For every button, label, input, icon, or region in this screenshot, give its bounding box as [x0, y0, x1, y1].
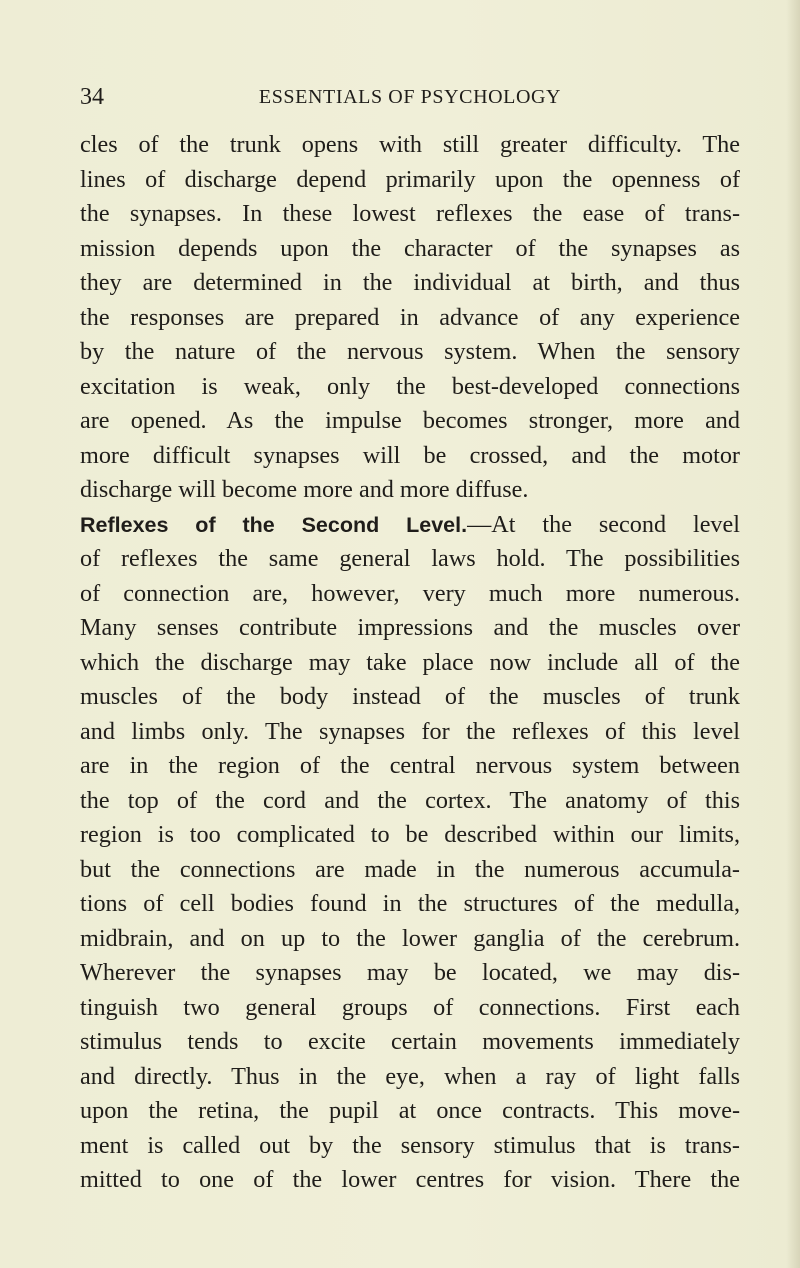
- line-text: and directly. Thus in the eye, when a ray of light falls: [80, 1062, 740, 1090]
- section-heading-line: [80, 508, 740, 543]
- text-line: [80, 715, 740, 750]
- line-text: and limbs only. The synapses for the reflexes of this level: [80, 717, 740, 745]
- line-text: which the discharge may take place now include all of the: [80, 648, 740, 676]
- text-line: [80, 370, 740, 405]
- text-line: [80, 404, 740, 439]
- text-line: [80, 163, 740, 198]
- line-text: stimulus tends to excite certain movements immediately: [80, 1028, 740, 1055]
- line-text: are opened. As the impulse becomes stronger, more and: [80, 407, 740, 434]
- line-text: upon the retina, the pupil at once contracts. This move-: [80, 1097, 740, 1124]
- text-line: [80, 1060, 740, 1095]
- page-edge-shadow: [786, 0, 800, 1268]
- text-line: [80, 542, 740, 577]
- text-line: [80, 439, 740, 474]
- running-head: [80, 82, 740, 112]
- page-number: 34: [80, 84, 104, 110]
- text-line: [80, 784, 740, 819]
- line-text: tinguish two general groups of connections. First each: [80, 993, 740, 1021]
- line-text: muscles of the body instead of the muscles of trunk: [80, 683, 740, 710]
- line-text: mitted to one of the lower centres for vision. There the: [80, 1166, 740, 1193]
- text-line: [80, 680, 740, 715]
- line-text: are in the region of the central nervous system between: [80, 752, 740, 779]
- line-text: they are determined in the individual at birth, and thus: [80, 269, 740, 296]
- line-text: more difficult synapses will be crossed, and the motor: [80, 441, 740, 469]
- line-text: by the nature of the nervous system. When the sensory: [80, 338, 740, 365]
- text-line: [80, 1025, 740, 1060]
- text-line: [80, 611, 740, 646]
- text-line: [80, 1129, 740, 1164]
- line-text: region is too complicated to be described within our limits,: [80, 821, 740, 848]
- text-line: [80, 232, 740, 267]
- running-title: ESSENTIALS OF PSYCHOLOGY: [258, 86, 562, 108]
- line-text: Many senses contribute impressions and the muscles over: [80, 614, 740, 641]
- text-line: [80, 1094, 740, 1129]
- line-text: discharge will become more and more diffuse.: [80, 476, 529, 503]
- text-line: [80, 991, 740, 1026]
- text-line: [80, 853, 740, 888]
- text-line: [80, 301, 740, 336]
- text-line: [80, 473, 740, 508]
- body-text: [80, 128, 740, 1198]
- text-line: [80, 922, 740, 957]
- text-line: [80, 128, 740, 163]
- line-text: —At the second level: [467, 510, 740, 538]
- text-line: [80, 577, 740, 612]
- line-text: mission depends upon the character of the synapses as: [80, 234, 740, 262]
- line-text: midbrain, and on up to the lower ganglia of the cerebrum.: [80, 924, 740, 952]
- line-text: lines of discharge depend primarily upon the openness of: [80, 165, 740, 193]
- line-text: cles of the trunk opens with still greater difficulty. The: [80, 131, 740, 158]
- text-line: [80, 749, 740, 784]
- line-text: excitation is weak, only the best-developed connections: [80, 372, 740, 400]
- text-line: [80, 335, 740, 370]
- text-line: [80, 818, 740, 853]
- line-text: Wherever the synapses may be located, we may dis-: [80, 959, 740, 986]
- line-text: the top of the cord and the cortex. The anatomy of this: [80, 786, 740, 814]
- text-line: [80, 887, 740, 922]
- line-text: but the connections are made in the numerous accumula-: [80, 855, 740, 883]
- text-line: [80, 1163, 740, 1198]
- line-text: ment is called out by the sensory stimulus that is trans-: [80, 1131, 740, 1159]
- text-line: [80, 956, 740, 991]
- line-text: of connection are, however, very much more numerous.: [80, 579, 740, 607]
- text-line: [80, 197, 740, 232]
- text-line: [80, 266, 740, 301]
- line-text: of reflexes the same general laws hold. The possibilities: [80, 545, 740, 572]
- section-heading: Reflexes of the Second Level.: [80, 512, 468, 537]
- line-text: tions of cell bodies found in the structures of the medulla,: [80, 890, 740, 917]
- line-text: the synapses. In these lowest reflexes the ease of trans-: [80, 200, 740, 227]
- line-text: the responses are prepared in advance of any experience: [80, 303, 740, 331]
- text-line: [80, 646, 740, 681]
